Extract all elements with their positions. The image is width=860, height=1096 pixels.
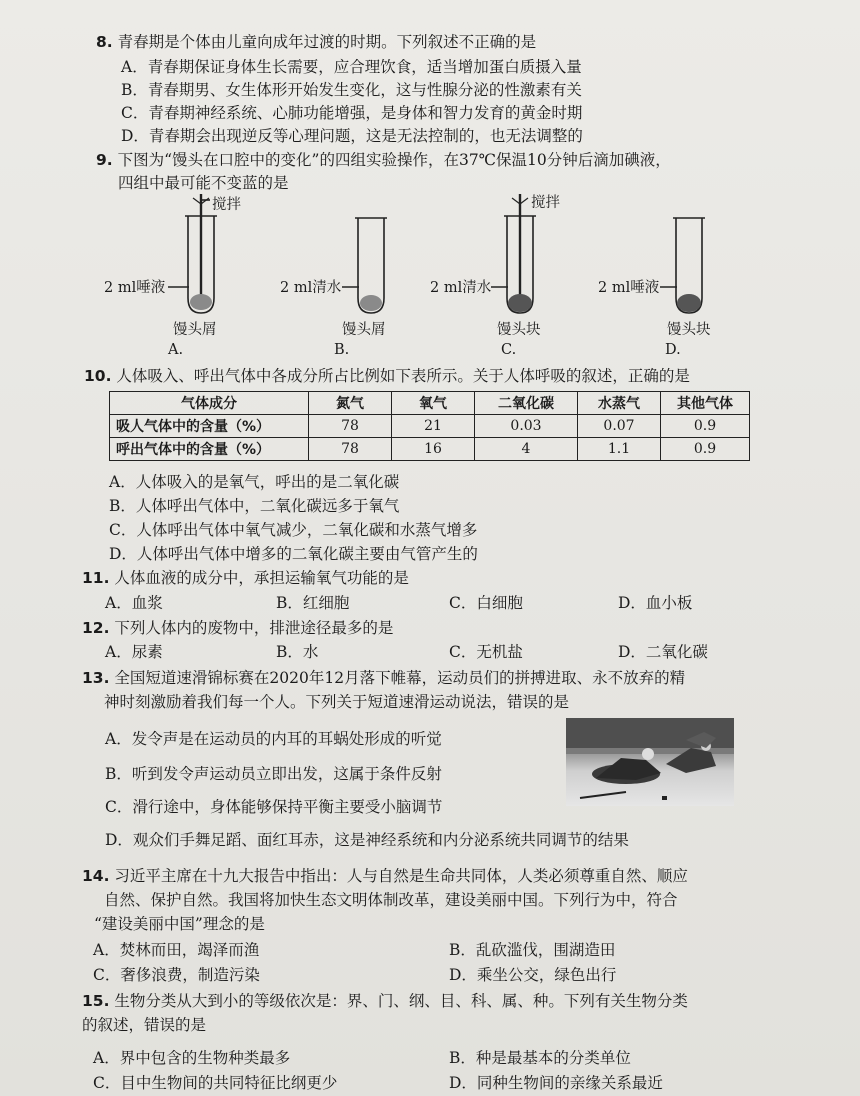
- q15-option-b: B．种是最基本的分类单位: [449, 1049, 631, 1067]
- q10-option-a: A．人体吸入的是氧气，呼出的是二氧化碳: [109, 473, 400, 491]
- gas-composition-table: [109, 391, 750, 461]
- table-cell: 呼出气体中的含量（%）: [110, 438, 309, 461]
- stir-label-a: 搅拌: [212, 197, 241, 213]
- q13-option-b: B．听到发令声运动员立即出发，这属于条件反射: [105, 765, 442, 783]
- table-header-cell: 气体成分: [110, 392, 309, 415]
- food-label-b: 馒头屑: [342, 322, 386, 338]
- liquid-label-d: 2 ml唾液: [598, 280, 660, 296]
- liquid-label-a: 2 ml唾液: [104, 280, 166, 296]
- question-text: 全国短道速滑锦标赛在2020年12月落下帷幕，运动员们的拼搏进取、永不放弃的精: [114, 669, 686, 687]
- question-14-stem-line3: “建设美丽中国”理念的是: [94, 915, 265, 933]
- table-row: [110, 438, 750, 461]
- test-tube-d: [660, 218, 705, 313]
- figure-letter-a: A.: [168, 342, 184, 358]
- q15-option-a: A．界中包含的生物种类最多: [93, 1049, 291, 1067]
- table-cell: 16: [392, 438, 475, 461]
- question-14-stem-line2: 自然、保护自然。我国将加快生态文明体制改革，建设美丽中国。下列行为中，符合: [104, 891, 678, 909]
- q8-option-a: A．青春期保证身体生长需要，应合理饮食，适当增加蛋白质摄入量: [121, 58, 582, 76]
- question-text: 人体血液的成分中，承担运输氧气功能的是: [114, 569, 409, 587]
- table-header-cell: 氮气: [309, 392, 392, 415]
- figure-letter-d: D.: [665, 342, 681, 358]
- food-label-d: 馒头块: [667, 322, 711, 338]
- stir-label-c: 搅拌: [531, 195, 560, 211]
- q8-option-d: D．青春期会出现逆反等心理问题，这是无法控制的，也无法调整的: [121, 127, 583, 145]
- q14-option-d: D．乘坐公交，绿色出行: [449, 966, 617, 984]
- table-header-cell: 水蒸气: [578, 392, 661, 415]
- q11-option-c: C．白细胞: [449, 594, 523, 612]
- q11-option-d: D．血小板: [618, 594, 693, 612]
- q12-option-d: D．二氧化碳: [618, 643, 708, 661]
- figure-letter-b: B.: [334, 342, 350, 358]
- liquid-label-c: 2 ml清水: [430, 280, 492, 296]
- table-header-row: [110, 392, 750, 415]
- question-text: 下列人体内的废物中，排泄途径最多的是: [114, 619, 394, 637]
- question-number: 8.: [96, 33, 113, 51]
- question-13-stem-line2: 神时刻激励着我们每一个人。下列关于短道速滑运动说法，错误的是: [104, 693, 570, 711]
- table-cell: 21: [392, 415, 475, 438]
- question-8-stem: [96, 32, 536, 52]
- question-12-stem: [82, 618, 393, 638]
- question-9-stem: [96, 150, 671, 170]
- table-header-cell: 其他气体: [661, 392, 750, 415]
- speed-skating-photo: [566, 718, 734, 806]
- question-text: 下图为“馒头在口腔中的变化”的四组实验操作，在37℃保温10分钟后滴加碘液，: [117, 151, 671, 169]
- q15-option-d: D．同种生物间的亲缘关系最近: [449, 1074, 663, 1092]
- q14-option-c: C．奢侈浪费，制造污染: [93, 966, 260, 984]
- figure-letter-c: C.: [501, 342, 517, 358]
- q11-option-a: A．血浆: [105, 594, 163, 612]
- table-cell: 吸人气体中的含量（%）: [110, 415, 309, 438]
- q12-option-b: B．水: [276, 643, 319, 661]
- q10-option-c: C．人体呼出气体中氧气减少，二氧化碳和水蒸气增多: [109, 521, 478, 539]
- question-11-stem: [82, 568, 409, 588]
- q8-option-b: B．青春期男、女生体形开始发生变化，这与性腺分泌的性激素有关: [121, 81, 582, 99]
- q11-option-b: B．红细胞: [276, 594, 350, 612]
- question-14-stem: [82, 866, 688, 886]
- question-number: 11.: [82, 569, 110, 587]
- question-15-stem-line2: 的叙述，错误的是: [82, 1016, 207, 1034]
- question-text: 人体吸入、呼出气体中各成分所占比例如下表所示。关于人体呼吸的叙述，正确的是: [116, 367, 690, 385]
- q15-option-c: C．目中生物间的共同特征比纲更少: [93, 1074, 338, 1092]
- question-number: 15.: [82, 992, 110, 1010]
- q14-option-b: B．乱砍滥伐，围湖造田: [449, 941, 616, 959]
- question-number: 9.: [96, 151, 113, 169]
- table-header-cell: 氧气: [392, 392, 475, 415]
- q13-option-a: A．发令声是在运动员的内耳的耳蜗处形成的听觉: [105, 730, 442, 748]
- table-cell: 78: [309, 415, 392, 438]
- question-10-stem: [84, 366, 690, 386]
- table-cell: 0.03: [475, 415, 578, 438]
- question-text: 生物分类从大到小的等级依次是：界、门、纲、目、科、属、种。下列有关生物分类: [114, 992, 688, 1010]
- question-9-stem-line2: 四组中最可能不变蓝的是: [118, 174, 289, 192]
- table-cell: 0.9: [661, 438, 750, 461]
- question-number: 10.: [84, 367, 112, 385]
- table-cell: 0.07: [578, 415, 661, 438]
- q12-option-a: A．尿素: [105, 643, 163, 661]
- food-label-a: 馒头屑: [173, 322, 217, 338]
- table-cell: 4: [475, 438, 578, 461]
- q10-option-d: D．人体呼出气体中增多的二氧化碳主要由气管产生的: [109, 545, 478, 563]
- question-number: 13.: [82, 669, 110, 687]
- q14-option-a: A．焚林而田，竭泽而渔: [93, 941, 260, 959]
- q13-option-c: C．滑行途中，身体能够保持平衡主要受小脑调节: [105, 798, 443, 816]
- liquid-label-b: 2 ml清水: [280, 280, 342, 296]
- q13-option-d: D．观众们手舞足蹈、面红耳赤，这是神经系统和内分泌系统共同调节的结果: [105, 831, 629, 849]
- table-cell: 78: [309, 438, 392, 461]
- food-label-c: 馒头块: [497, 322, 541, 338]
- question-13-stem: [82, 668, 685, 688]
- test-tube-b: [342, 218, 387, 313]
- q12-option-c: C．无机盐: [449, 643, 523, 661]
- question-text: 青春期是个体由儿童向成年过渡的时期。下列叙述不正确的是: [117, 33, 537, 51]
- test-tube-c: [491, 194, 536, 313]
- question-number: 12.: [82, 619, 110, 637]
- table-header-cell: 二氧化碳: [475, 392, 578, 415]
- question-text: 习近平主席在十九大报告中指出：人与自然是生命共同体，人类必须尊重自然、顺应: [114, 867, 688, 885]
- table-row: [110, 415, 750, 438]
- test-tube-a: [168, 194, 217, 313]
- table-cell: 0.9: [661, 415, 750, 438]
- question-15-stem: [82, 991, 688, 1011]
- q8-option-c: C．青春期神经系统、心肺功能增强，是身体和智力发育的黄金时期: [121, 104, 583, 122]
- table-cell: 1.1: [578, 438, 661, 461]
- test-tube-figure: [90, 192, 790, 364]
- q10-option-b: B．人体呼出气体中，二氧化碳远多于氧气: [109, 497, 400, 515]
- question-number: 14.: [82, 867, 110, 885]
